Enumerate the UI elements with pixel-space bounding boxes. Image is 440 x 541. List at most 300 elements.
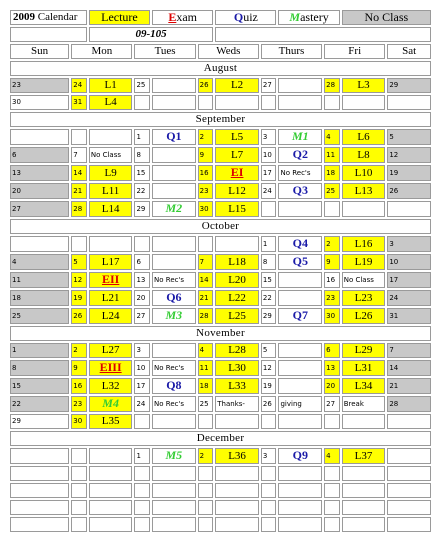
weekday-tues: Tues bbox=[134, 44, 195, 59]
day-event bbox=[278, 290, 322, 306]
day-number bbox=[324, 414, 340, 429]
day-cell bbox=[387, 201, 431, 217]
month-title: September bbox=[10, 112, 431, 127]
note-label: No Class bbox=[90, 150, 121, 159]
day-event bbox=[215, 448, 259, 464]
day-event bbox=[152, 500, 196, 515]
day-number bbox=[71, 466, 87, 481]
day-event bbox=[89, 147, 133, 163]
day-number: 18 bbox=[324, 165, 340, 181]
day-event bbox=[152, 201, 196, 217]
month-title: October bbox=[10, 219, 431, 234]
day-event bbox=[342, 272, 386, 288]
day-event bbox=[152, 483, 196, 498]
day-cell: 1 bbox=[10, 343, 69, 358]
term-row bbox=[10, 27, 431, 42]
day-number: 2 bbox=[198, 448, 214, 464]
day-number bbox=[198, 500, 214, 515]
day-number bbox=[134, 414, 150, 429]
day-event bbox=[152, 183, 196, 199]
day-number bbox=[71, 517, 87, 532]
day-number bbox=[261, 466, 277, 481]
day-cell bbox=[387, 483, 431, 498]
day-event bbox=[89, 308, 133, 324]
day-event bbox=[342, 147, 386, 163]
lecture-label: L1 bbox=[104, 79, 117, 91]
note-label: No Class bbox=[343, 275, 374, 284]
day-number: 6 bbox=[134, 254, 150, 270]
day-event bbox=[152, 517, 196, 532]
day-number: 27 bbox=[134, 308, 150, 324]
day-event bbox=[342, 500, 386, 515]
day-event bbox=[342, 343, 386, 358]
day-event bbox=[152, 78, 196, 93]
week-row bbox=[10, 201, 431, 217]
week-row bbox=[10, 129, 431, 145]
day-number: 29 bbox=[261, 308, 277, 324]
day-event bbox=[89, 448, 133, 464]
day-event bbox=[342, 95, 386, 110]
calendar-table bbox=[8, 8, 433, 534]
calendar-title: 2009 Calendar bbox=[10, 10, 87, 25]
day-event bbox=[278, 378, 322, 394]
day-number bbox=[261, 201, 277, 217]
day-event bbox=[215, 290, 259, 306]
day-event bbox=[215, 396, 259, 412]
day-number: 23 bbox=[198, 183, 214, 199]
term-spacer-right bbox=[215, 27, 431, 42]
day-event bbox=[215, 201, 259, 217]
note-label: No Rec's bbox=[280, 168, 311, 177]
lecture-label: L3 bbox=[357, 79, 370, 91]
day-event bbox=[278, 129, 322, 145]
day-event bbox=[215, 272, 259, 288]
week-row bbox=[10, 95, 431, 110]
month-title: November bbox=[10, 326, 431, 341]
day-cell: 8 bbox=[10, 360, 69, 376]
day-event bbox=[152, 147, 196, 163]
day-number: 15 bbox=[261, 272, 277, 288]
day-event bbox=[342, 290, 386, 306]
day-number: 24 bbox=[134, 396, 150, 412]
day-number bbox=[198, 483, 214, 498]
day-cell: 23 bbox=[10, 78, 69, 93]
day-cell: 3 bbox=[387, 236, 431, 252]
day-cell bbox=[387, 448, 431, 464]
day-cell: 11 bbox=[10, 272, 69, 288]
day-cell: 22 bbox=[10, 396, 69, 412]
month-row bbox=[10, 431, 431, 446]
day-number: 22 bbox=[261, 290, 277, 306]
day-event bbox=[152, 343, 196, 358]
legend-quiz: Quiz bbox=[215, 10, 276, 25]
day-number: 2 bbox=[198, 129, 214, 145]
day-cell bbox=[387, 466, 431, 481]
day-event bbox=[89, 183, 133, 199]
lecture-label: L4 bbox=[104, 96, 117, 108]
week-row bbox=[10, 448, 431, 464]
day-number bbox=[261, 483, 277, 498]
day-event bbox=[278, 396, 322, 412]
quiz-label: Q1 bbox=[166, 129, 182, 143]
weekday-sat: Sat bbox=[387, 44, 431, 59]
day-event bbox=[342, 183, 386, 199]
day-cell: 10 bbox=[387, 254, 431, 270]
day-number: 30 bbox=[198, 201, 214, 217]
month-row bbox=[10, 326, 431, 341]
day-cell: 4 bbox=[10, 254, 69, 270]
mastery-label: M4 bbox=[102, 396, 119, 410]
day-event bbox=[89, 378, 133, 394]
day-number: 25 bbox=[134, 78, 150, 93]
weekday-fri: Fri bbox=[324, 44, 385, 59]
day-number: 17 bbox=[134, 378, 150, 394]
day-number: 24 bbox=[71, 78, 87, 93]
quiz-label: Q9 bbox=[292, 448, 308, 462]
note-label: No Rec's bbox=[154, 363, 185, 372]
day-number bbox=[198, 517, 214, 532]
week-row bbox=[10, 78, 431, 93]
week-row bbox=[10, 517, 431, 532]
day-event bbox=[215, 95, 259, 110]
lecture-label: L14 bbox=[101, 202, 120, 215]
month-row bbox=[10, 61, 431, 76]
lecture-label: L37 bbox=[354, 449, 373, 462]
day-event bbox=[89, 517, 133, 532]
day-event bbox=[278, 236, 322, 252]
quiz-label: Q3 bbox=[292, 183, 308, 197]
week-row bbox=[10, 183, 431, 199]
day-number: 11 bbox=[324, 147, 340, 163]
day-number: 1 bbox=[134, 448, 150, 464]
day-number: 16 bbox=[198, 165, 214, 181]
lecture-label: L13 bbox=[354, 184, 373, 197]
lecture-label: L21 bbox=[101, 291, 120, 304]
day-number: 8 bbox=[134, 147, 150, 163]
term-spacer-left bbox=[10, 27, 87, 42]
day-event bbox=[215, 308, 259, 324]
day-event bbox=[89, 95, 133, 110]
day-event bbox=[152, 396, 196, 412]
day-event bbox=[152, 290, 196, 306]
day-event bbox=[89, 414, 133, 429]
exam-label: EI bbox=[230, 165, 244, 179]
legend-mastery: Mastery bbox=[278, 10, 339, 25]
weekday-mon: Mon bbox=[71, 44, 132, 59]
day-number: 2 bbox=[71, 343, 87, 358]
day-event bbox=[152, 448, 196, 464]
day-cell: 6 bbox=[10, 147, 69, 163]
day-cell bbox=[10, 129, 69, 145]
day-number: 28 bbox=[324, 78, 340, 93]
lecture-label: L28 bbox=[228, 344, 246, 356]
quiz-label: Q4 bbox=[292, 236, 308, 250]
day-event bbox=[89, 483, 133, 498]
day-event bbox=[152, 236, 196, 252]
lecture-label: L15 bbox=[228, 202, 246, 215]
day-cell: 14 bbox=[387, 360, 431, 376]
lecture-label: L11 bbox=[101, 184, 120, 197]
day-cell bbox=[387, 500, 431, 515]
lecture-label: L7 bbox=[230, 148, 244, 161]
day-event bbox=[342, 129, 386, 145]
day-number bbox=[71, 236, 87, 252]
calendar-page bbox=[8, 8, 433, 534]
day-cell: 19 bbox=[387, 165, 431, 181]
lecture-label: L19 bbox=[354, 255, 373, 268]
day-cell bbox=[10, 448, 69, 464]
day-number bbox=[71, 129, 87, 145]
month-title: December bbox=[10, 431, 431, 446]
day-event bbox=[278, 448, 322, 464]
week-row bbox=[10, 165, 431, 181]
day-event bbox=[152, 360, 196, 376]
quiz-label: Q5 bbox=[292, 254, 308, 268]
day-number bbox=[198, 95, 214, 110]
day-number: 21 bbox=[198, 290, 214, 306]
day-cell: 7 bbox=[387, 343, 431, 358]
day-number: 4 bbox=[198, 343, 214, 358]
lecture-label: L26 bbox=[354, 309, 373, 322]
day-number bbox=[324, 201, 340, 217]
day-number: 23 bbox=[71, 396, 87, 412]
day-number bbox=[324, 500, 340, 515]
day-event bbox=[278, 165, 322, 181]
day-number bbox=[134, 517, 150, 532]
day-number: 20 bbox=[134, 290, 150, 306]
legend-lecture: Lecture bbox=[89, 10, 150, 25]
day-number: 3 bbox=[261, 129, 277, 145]
day-number: 8 bbox=[261, 254, 277, 270]
day-event bbox=[278, 483, 322, 498]
lecture-label: L12 bbox=[228, 184, 246, 197]
day-number: 16 bbox=[71, 378, 87, 394]
day-event bbox=[89, 165, 133, 181]
day-event bbox=[278, 95, 322, 110]
day-number: 12 bbox=[261, 360, 277, 376]
day-number: 3 bbox=[261, 448, 277, 464]
note-label: Thanks- bbox=[217, 399, 245, 408]
day-event bbox=[152, 414, 196, 429]
day-number: 9 bbox=[324, 254, 340, 270]
lecture-label: L2 bbox=[230, 79, 244, 91]
lecture-label: L32 bbox=[101, 379, 120, 392]
day-event bbox=[278, 343, 322, 358]
day-number bbox=[261, 500, 277, 515]
note-label: giving bbox=[280, 399, 302, 408]
day-cell: 18 bbox=[10, 290, 69, 306]
day-number bbox=[324, 483, 340, 498]
day-number: 26 bbox=[198, 78, 214, 93]
day-event bbox=[89, 396, 133, 412]
day-event bbox=[342, 517, 386, 532]
day-event bbox=[342, 378, 386, 394]
day-number bbox=[198, 236, 214, 252]
quiz-label: Q8 bbox=[166, 378, 182, 392]
day-number: 30 bbox=[71, 414, 87, 429]
lecture-label: L5 bbox=[230, 130, 244, 143]
lecture-label: L33 bbox=[228, 379, 246, 392]
day-event bbox=[215, 378, 259, 394]
day-cell bbox=[387, 414, 431, 429]
mastery-label: M1 bbox=[291, 129, 309, 143]
day-event bbox=[215, 500, 259, 515]
day-number bbox=[134, 466, 150, 481]
lecture-label: L16 bbox=[354, 237, 373, 250]
day-event bbox=[215, 183, 259, 199]
day-number bbox=[198, 414, 214, 429]
day-number: 27 bbox=[261, 78, 277, 93]
day-cell: 31 bbox=[387, 308, 431, 324]
day-event bbox=[342, 360, 386, 376]
day-event bbox=[89, 500, 133, 515]
weekday-weds: Weds bbox=[198, 44, 259, 59]
exam-label: EII bbox=[101, 272, 120, 286]
day-event bbox=[152, 466, 196, 481]
day-event bbox=[342, 448, 386, 464]
day-number bbox=[134, 483, 150, 498]
month-row bbox=[10, 112, 431, 127]
day-event bbox=[342, 396, 386, 412]
day-cell: 5 bbox=[387, 129, 431, 145]
day-number: 5 bbox=[71, 254, 87, 270]
day-number: 27 bbox=[324, 396, 340, 412]
legend-no-class: No Class bbox=[342, 10, 431, 25]
weekday-header-row bbox=[10, 44, 431, 59]
lecture-label: L36 bbox=[228, 449, 246, 462]
lecture-label: L31 bbox=[354, 361, 373, 374]
day-number: 28 bbox=[71, 201, 87, 217]
mastery-label: M5 bbox=[165, 448, 183, 462]
day-event bbox=[278, 517, 322, 532]
week-row bbox=[10, 500, 431, 515]
week-row bbox=[10, 147, 431, 163]
lecture-label: L8 bbox=[357, 148, 370, 161]
day-event bbox=[342, 254, 386, 270]
day-cell: 24 bbox=[387, 290, 431, 306]
day-event bbox=[342, 78, 386, 93]
month-row bbox=[10, 219, 431, 234]
day-number: 24 bbox=[261, 183, 277, 199]
day-event bbox=[89, 129, 133, 145]
day-event bbox=[152, 129, 196, 145]
day-cell: 17 bbox=[387, 272, 431, 288]
day-event bbox=[89, 201, 133, 217]
day-event bbox=[152, 378, 196, 394]
day-event bbox=[215, 360, 259, 376]
day-cell: 12 bbox=[387, 147, 431, 163]
quiz-label: Q2 bbox=[292, 147, 308, 161]
day-event bbox=[278, 272, 322, 288]
day-number: 22 bbox=[134, 183, 150, 199]
day-number: 21 bbox=[71, 183, 87, 199]
lecture-label: L20 bbox=[228, 273, 246, 286]
day-event bbox=[89, 78, 133, 93]
day-event bbox=[215, 343, 259, 358]
lecture-label: L23 bbox=[354, 291, 373, 304]
day-number bbox=[261, 414, 277, 429]
weekday-thurs: Thurs bbox=[261, 44, 322, 59]
day-number: 7 bbox=[71, 147, 87, 163]
day-event bbox=[278, 254, 322, 270]
day-event bbox=[342, 165, 386, 181]
lecture-label: L17 bbox=[101, 255, 120, 268]
day-number: 7 bbox=[198, 254, 214, 270]
day-event bbox=[152, 95, 196, 110]
day-number: 12 bbox=[71, 272, 87, 288]
day-cell: 29 bbox=[387, 78, 431, 93]
day-number bbox=[134, 236, 150, 252]
week-row bbox=[10, 254, 431, 270]
day-event bbox=[215, 129, 259, 145]
day-number bbox=[324, 95, 340, 110]
day-event bbox=[89, 290, 133, 306]
lecture-label: L9 bbox=[104, 166, 117, 179]
day-cell: 28 bbox=[387, 396, 431, 412]
day-number bbox=[198, 466, 214, 481]
day-number: 15 bbox=[134, 165, 150, 181]
weekday-sun: Sun bbox=[10, 44, 69, 59]
day-number: 30 bbox=[324, 308, 340, 324]
day-number: 13 bbox=[134, 272, 150, 288]
legend-row bbox=[10, 10, 431, 25]
week-row bbox=[10, 466, 431, 481]
lecture-label: L29 bbox=[354, 344, 373, 356]
week-row bbox=[10, 483, 431, 498]
lecture-label: L24 bbox=[101, 309, 120, 322]
day-cell bbox=[10, 483, 69, 498]
day-cell: 25 bbox=[10, 308, 69, 324]
day-number: 14 bbox=[71, 165, 87, 181]
week-row bbox=[10, 308, 431, 324]
day-event bbox=[342, 466, 386, 481]
legend-exam: Exam bbox=[152, 10, 213, 25]
day-cell bbox=[10, 517, 69, 532]
day-number: 1 bbox=[134, 129, 150, 145]
day-event bbox=[342, 201, 386, 217]
day-number bbox=[134, 95, 150, 110]
day-event bbox=[342, 483, 386, 498]
day-cell bbox=[10, 466, 69, 481]
day-number bbox=[261, 95, 277, 110]
day-number: 18 bbox=[198, 378, 214, 394]
day-number: 25 bbox=[324, 183, 340, 199]
day-number bbox=[71, 448, 87, 464]
week-row bbox=[10, 290, 431, 306]
week-row bbox=[10, 378, 431, 394]
day-event bbox=[215, 414, 259, 429]
day-event bbox=[89, 343, 133, 358]
day-cell: 30 bbox=[10, 95, 69, 110]
day-number: 19 bbox=[71, 290, 87, 306]
day-number: 26 bbox=[71, 308, 87, 324]
day-number: 1 bbox=[261, 236, 277, 252]
day-number: 13 bbox=[324, 360, 340, 376]
day-number: 4 bbox=[324, 448, 340, 464]
day-cell bbox=[387, 517, 431, 532]
day-event bbox=[89, 272, 133, 288]
day-cell: 13 bbox=[10, 165, 69, 181]
day-number: 31 bbox=[71, 95, 87, 110]
day-event bbox=[342, 414, 386, 429]
day-event bbox=[152, 272, 196, 288]
day-cell: 15 bbox=[10, 378, 69, 394]
quiz-label: Q6 bbox=[166, 290, 182, 304]
day-cell: 21 bbox=[387, 378, 431, 394]
day-cell: 26 bbox=[387, 183, 431, 199]
lecture-label: L34 bbox=[354, 379, 373, 392]
note-label: No Rec's bbox=[154, 399, 185, 408]
